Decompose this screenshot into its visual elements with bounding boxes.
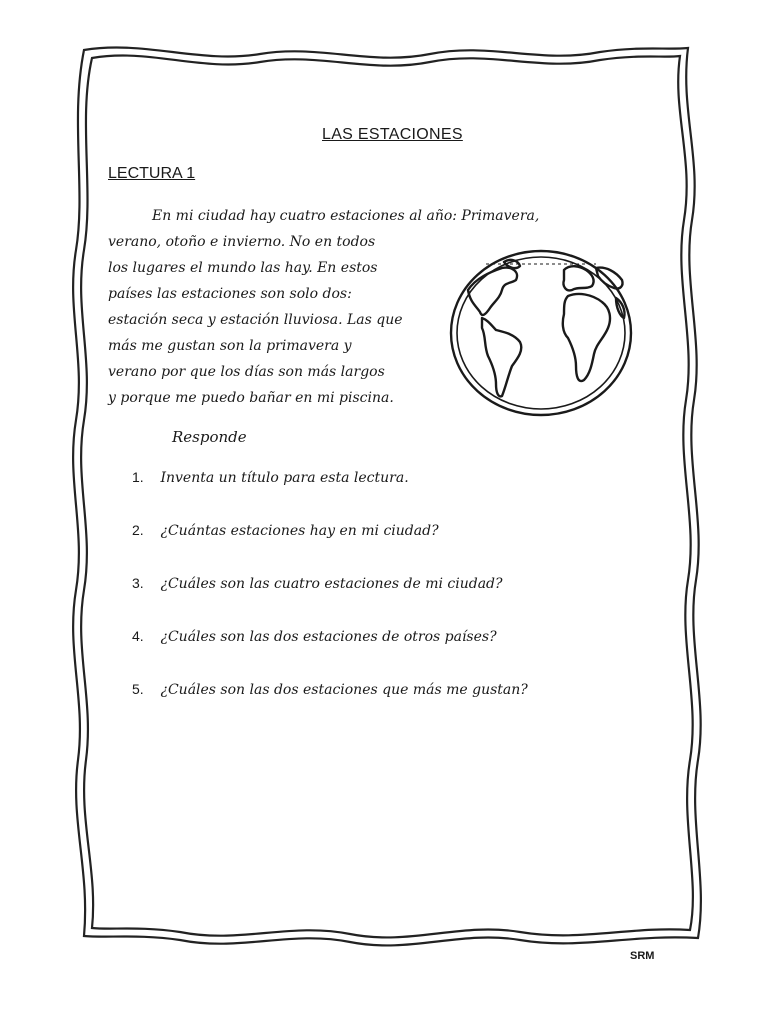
question-text: ¿Cuáles son las cuatro estaciones de mi ciudad?	[160, 576, 503, 592]
globe-icon	[446, 246, 638, 418]
reading-line: verano por que los días son más largos	[108, 364, 385, 380]
question-number: 3.	[132, 575, 144, 591]
reading-line: países las estaciones son solo dos:	[108, 286, 352, 302]
section-label: LECTURA 1	[108, 165, 196, 182]
reading-line: y porque me puedo bañar en mi piscina.	[108, 390, 394, 406]
question-list	[132, 466, 528, 731]
question-number: 4.	[132, 628, 144, 644]
reading-line: más me gustan son la primavera y	[108, 338, 352, 354]
footer-initials: SRM	[630, 950, 655, 962]
question-item	[132, 466, 528, 519]
question-number: 5.	[132, 681, 144, 697]
question-number: 2.	[132, 522, 144, 538]
reading-line: estación seca y estación lluviosa. Las que	[108, 312, 403, 328]
responde-heading: Responde	[172, 428, 247, 446]
question-item	[132, 625, 528, 678]
question-text: ¿Cuáles son las dos estaciones que más me gustan?	[160, 682, 528, 698]
reading-line: En mi ciudad hay cuatro estaciones al año: Primavera,	[152, 208, 540, 224]
question-text: ¿Cuántas estaciones hay en mi ciudad?	[160, 523, 439, 539]
reading-line: verano, otoño e invierno. No en todos	[108, 234, 376, 250]
question-number: 1.	[132, 469, 144, 485]
reading-line: los lugares el mundo las hay. En estos	[108, 260, 378, 276]
question-item	[132, 519, 528, 572]
question-item	[132, 678, 528, 731]
question-item	[132, 572, 528, 625]
question-text: ¿Cuáles son las dos estaciones de otros países?	[160, 629, 497, 645]
page-title: LAS ESTACIONES	[322, 126, 463, 143]
question-text: Inventa un título para esta lectura.	[160, 470, 409, 486]
